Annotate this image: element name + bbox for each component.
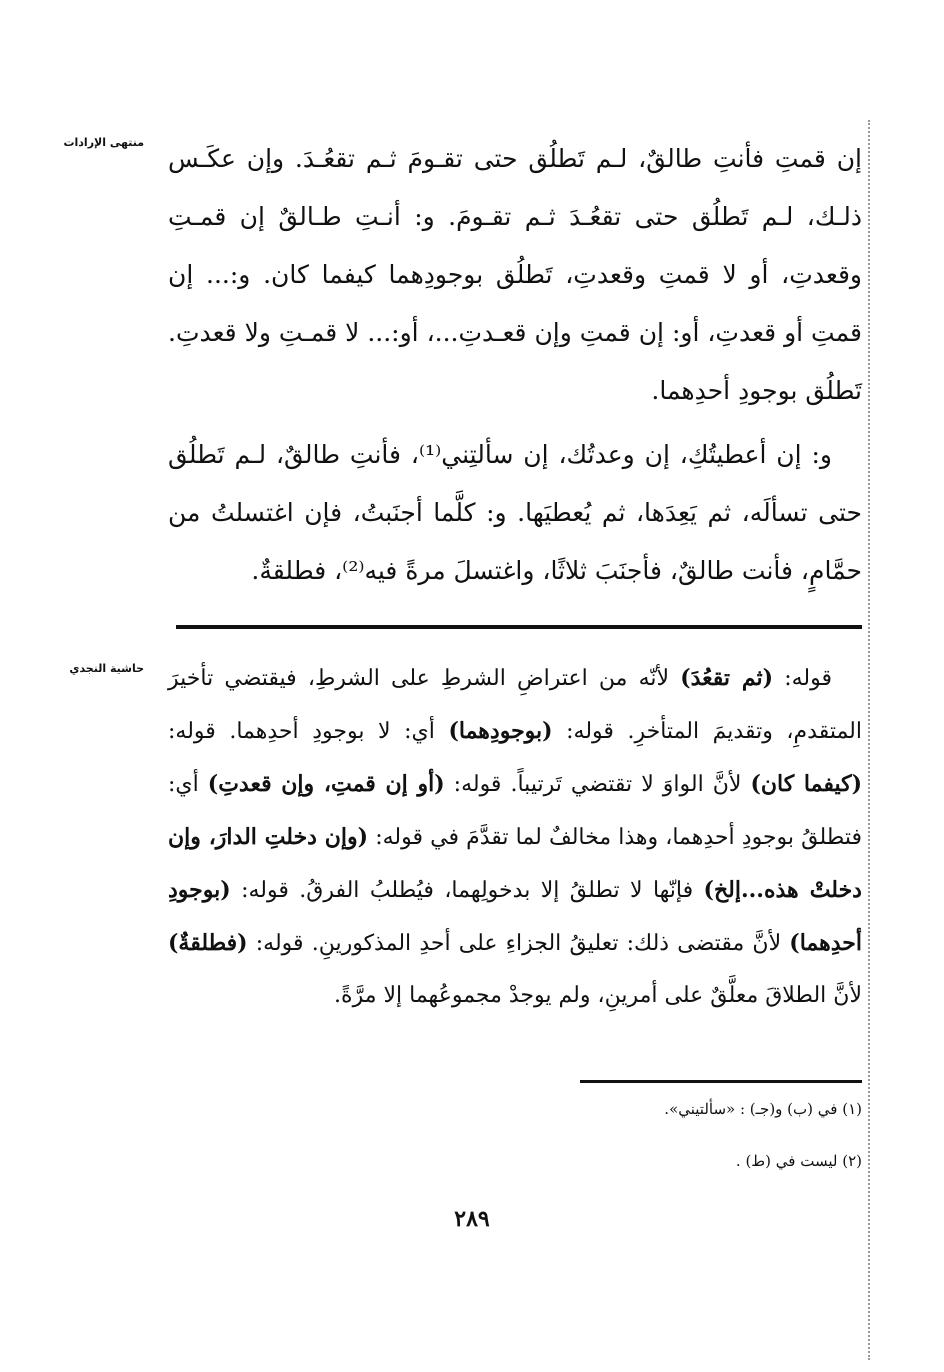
hashia-quote: (بوجودِهما) xyxy=(448,718,553,744)
hashia-text: لأنَّ مقتضى ذلك: تعليقُ الجزاءِ على أحدِ المذكورينِ. قوله: xyxy=(247,931,790,956)
hashia-text: لأنَّ الطلاقَ معلَّقٌ على أمرينِ، ولم يوجدْ مجموعُهما إلا مرَّةً. xyxy=(334,983,862,1008)
hashia-text: فإنّها لا تطلقُ إلا بدخولِهما، فيُطلبُ الفرقُ. قوله: xyxy=(230,878,704,903)
hashia-text: أي: لا بوجودِ أحدِهما. قوله: xyxy=(168,719,449,744)
hashia-text: لأنّه من اعتراضِ الشرطِ على الشرطِ، فيقتضي تأخيرَ المتقدمِ، وتقديمَ المتأخرِ. قوله: xyxy=(168,666,862,744)
hashia-quote: (ثم تقعُدَ) xyxy=(680,665,774,691)
hashia-quote: (وإن دخلتِ الدارَ، وإن دخلتْ هذه...إلخ) xyxy=(168,824,862,903)
hashia-text: أي: فتطلقُ بوجودِ أحدِهما، وهذا مخالفٌ لما تقدَّمَ في قوله: xyxy=(168,772,862,850)
main-paragraph-2: و: إن أعطيتُكِ، إن وعدتُك، إن سألتِني⁽¹⁾، فأنتِ طالقٌ، لـم تَطلُق حتى تسألَه، ثم يَعِدَها، ثم يُعطيَها. و: كلَّما أجنَبتُ، فإن اغتسلتُ من حمَّامٍ، فأنت طالقٌ، فأجنَبَ ثلاثًا، واغتسلَ مرةً فيه⁽²⁾، فطلقةٌ. xyxy=(168,440,862,585)
hashia-quote: (أو إن قمتِ، وإن قعدتِ) xyxy=(207,771,445,797)
margin-label-hashia: حاشية النجدي xyxy=(69,662,144,675)
hashia-paragraph xyxy=(168,652,862,1022)
page-number: ٢٨٩ xyxy=(454,1206,490,1232)
footnote-2: (٢) ليست في (ط) . xyxy=(735,1152,862,1170)
footnote-1: (١) في (ب) و(جـ) : «سألتيني». xyxy=(664,1100,862,1118)
footnotes xyxy=(420,1100,862,1180)
footnote-divider xyxy=(580,1080,862,1083)
hashia-quote: (فطلقةٌ) xyxy=(168,930,248,956)
main-text xyxy=(168,130,862,600)
hashia-quote: (كيفما كان) xyxy=(750,771,862,797)
hashia-text: قوله: xyxy=(773,666,832,691)
margin-label-matn: منتهى الإرادات xyxy=(63,136,144,149)
main-paragraph-1: إن قمتِ فأنتِ طالقٌ، لـم تَطلُق حتى تقـومَ ثـم تقعُـدَ. وإن عكَـس ذلـك، لـم تَطلُق حتى تقعُـدَ ثـم تقـومَ. و: أنـتِ طـالقٌ إن قمـتِ وقعدتِ، أو لا قمتِ وقعدتِ، تَطلُق بوجودِهما كيفما كان. و:... إن قمتِ أو قعدتِ، أو: إن قمتِ وإن قعـدتِ...، أو:... لا قمـتِ ولا قعدتِ. تَطلُق بوجودِ أحدِهما. xyxy=(168,144,862,405)
hashia-quote: (بوجودِ أحدِهما) xyxy=(168,877,862,956)
hashia-commentary xyxy=(168,652,862,1022)
hashia-text: لأنَّ الواوَ لا تقتضي تَرتيباً. قوله: xyxy=(444,772,751,797)
section-divider xyxy=(176,625,862,629)
margin-dotted-rule xyxy=(868,120,870,1360)
